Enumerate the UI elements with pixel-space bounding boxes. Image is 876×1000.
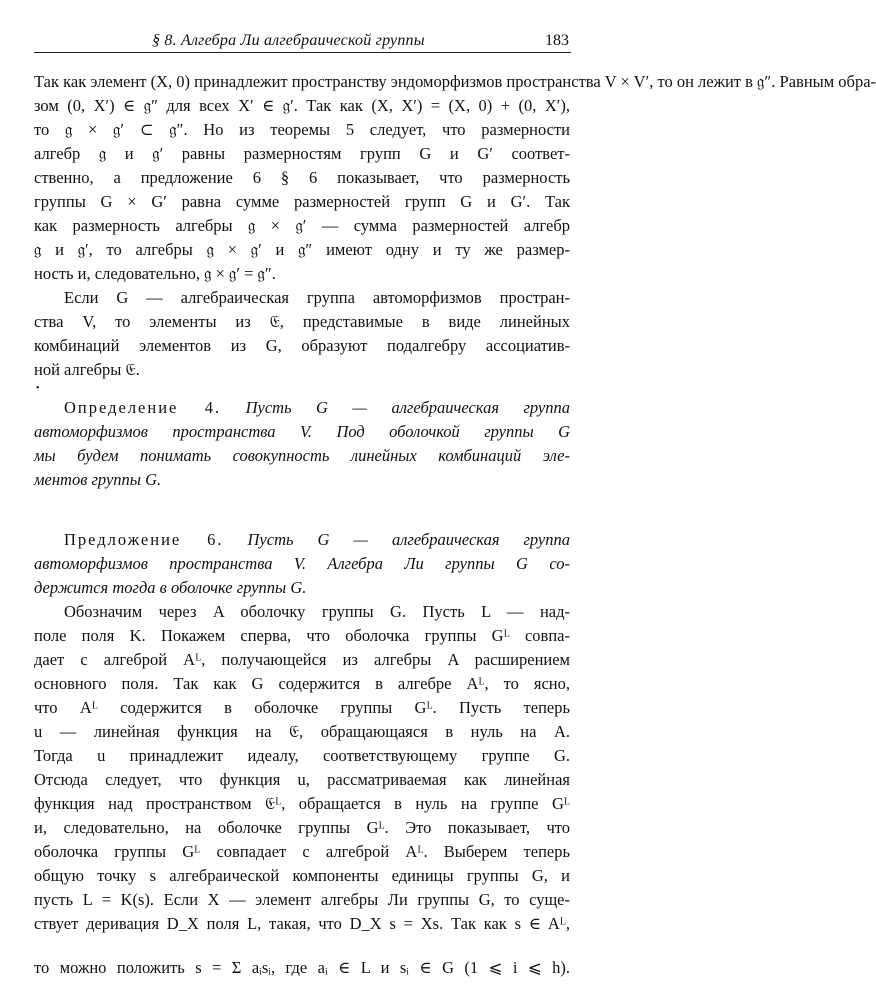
page-body bbox=[34, 70, 876, 996]
text-line: Если G — алгебраическая группа автоморфизмов простран- bbox=[64, 288, 570, 307]
text-line: комбинаций элементов из G, образуют подалгебру ассоциатив- bbox=[34, 336, 570, 355]
text-line: ственно, а предложение 6 § 6 показывает, что размерность bbox=[34, 168, 570, 187]
spacer bbox=[34, 492, 570, 528]
text-line: ментов группы G. bbox=[34, 470, 162, 489]
paragraph-1 bbox=[34, 70, 876, 286]
text-line: ной алгебры 𝔈. bbox=[34, 360, 140, 379]
stray-dot: • bbox=[36, 383, 40, 394]
text-line: Тогда u принадлежит идеалу, соответствующему группе G. bbox=[34, 746, 570, 765]
text-line: основного поля. Так как G содержится в алгебре Aᴸ, то ясно, bbox=[34, 674, 570, 693]
text-line: и, следовательно, на оболочке группы Gᴸ. Это показывает, что bbox=[34, 818, 570, 837]
text-line: группы G × G′ равна сумме размерностей групп G и G′. Так bbox=[34, 192, 570, 211]
text-line: оболочка группы Gᴸ совпадает с алгеброй Aᴸ. Выберем теперь bbox=[34, 842, 570, 861]
text-line: что Aᴸ содержится в оболочке группы Gᴸ. Пусть теперь bbox=[34, 698, 570, 717]
page-number: 183 bbox=[545, 32, 569, 49]
text-line: держится тогда в оболочке группы G. bbox=[34, 578, 307, 597]
proof-block bbox=[34, 600, 570, 996]
text-line: пусть L = K(s). Если X — элемент алгебры Ли группы G, то суще- bbox=[34, 890, 570, 909]
text-line: 𝔤 и 𝔤′, то алгебры 𝔤 × 𝔤′ и 𝔤″ имеют одну и ту же размер- bbox=[34, 240, 570, 259]
text-line: алгебр 𝔤 и 𝔤′ равны размерностям групп G и G′ соответ- bbox=[34, 144, 570, 163]
definition-block bbox=[34, 396, 570, 492]
text-line: Отсюда следует, что функция u, рассматриваемая как линейная bbox=[34, 770, 570, 789]
paragraph-2 bbox=[34, 286, 570, 382]
text-line: ства V, то элементы из 𝔈, представимые в виде линейных bbox=[34, 312, 570, 331]
running-title: § 8. Алгебра Ли алгебраической группы bbox=[152, 32, 425, 49]
text-line: дает с алгеброй Aᴸ, получающейся из алгебры A расширением bbox=[34, 650, 570, 669]
text-line: как размерность алгебры 𝔤 × 𝔤′ — сумма размерностей алгебр bbox=[34, 216, 570, 235]
text-line: ность и, следовательно, 𝔤 × 𝔤′ = 𝔤″. bbox=[34, 264, 276, 283]
proposition-block bbox=[34, 528, 570, 600]
text-line: Так как элемент (X, 0) принадлежит пространству эндоморфизмов пространства V × V′, то он лежит в 𝔤″. Равным обра- bbox=[34, 72, 876, 91]
text-line: поле поля K. Покажем сперва, что оболочка группы Gᴸ совпа- bbox=[34, 626, 570, 645]
proposition-label: Предложение 6. bbox=[64, 530, 224, 549]
summation-formula-line: то можно положить s = Σ aᵢsᵢ, где aᵢ ∈ L и sᵢ ∈ G (1 ⩽ i ⩽ h). bbox=[34, 958, 570, 977]
page-header bbox=[34, 30, 571, 53]
text-line: автоморфизмов пространства V. Алгебра Ли группы G со- bbox=[34, 554, 570, 573]
proposition-line-1 bbox=[34, 528, 570, 552]
text-line: автоморфизмов пространства V. Под оболочкой группы G bbox=[34, 422, 570, 441]
proposition-text: Пусть G — алгебраическая группа bbox=[247, 530, 570, 549]
definition-label: Определение 4. bbox=[64, 398, 222, 417]
text-line: мы будем понимать совокупность линейных комбинаций эле- bbox=[34, 446, 570, 465]
definition-text: Пусть G — алгебраическая группа bbox=[245, 398, 570, 417]
text-line: зом (0, X′) ∈ 𝔤″ для всех X′ ∈ 𝔤′. Так как (X, X′) = (X, 0) + (0, X′), bbox=[34, 96, 570, 115]
text-line: функция над пространством 𝔈ᴸ, обращается в нуль на группе Gᴸ bbox=[34, 794, 570, 813]
definition-line-1 bbox=[34, 396, 570, 420]
text-line: ствует деривация D_X поля L, такая, что D_X s = Xs. Так как s ∈ Aᴸ, bbox=[34, 914, 570, 933]
text-line: Обозначим через A оболочку группы G. Пусть L — над- bbox=[64, 602, 570, 621]
text-line: общую точку s алгебраической компоненты единицы группы G, и bbox=[34, 866, 570, 885]
text-line: u — линейная функция на 𝔈, обращающаяся в нуль на A. bbox=[34, 722, 570, 741]
text-line: то 𝔤 × 𝔤′ ⊂ 𝔤″. Но из теоремы 5 следует, что размерности bbox=[34, 120, 570, 139]
